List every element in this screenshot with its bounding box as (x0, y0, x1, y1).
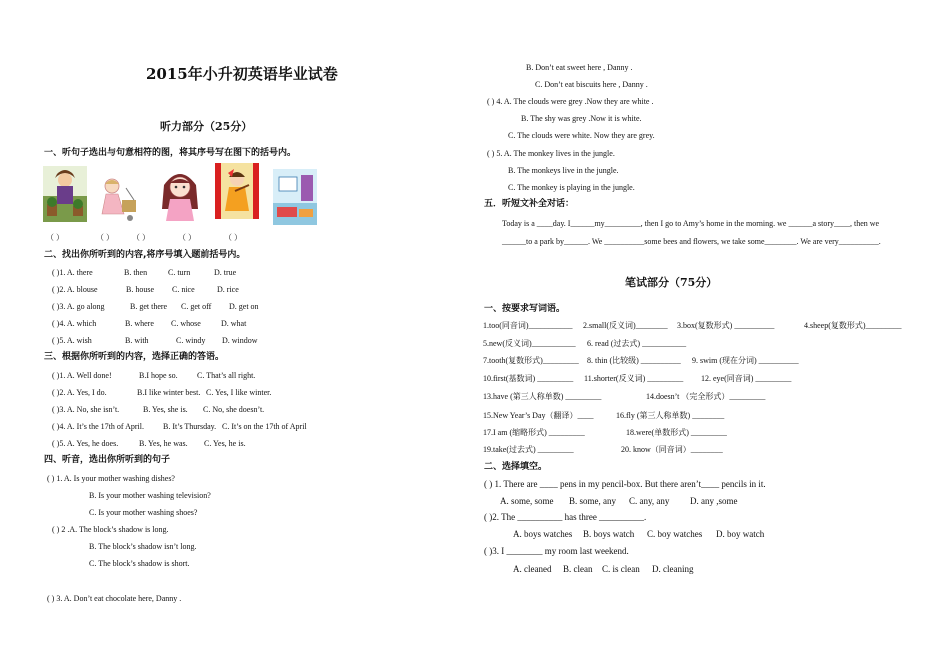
w1-item-11: 11.shorter(反义词) _________ (584, 374, 684, 383)
w1-item-17: 17.I am (缩略形式) _________ (483, 428, 585, 437)
p5-passage-line1: Today is a ____day. I______my_________, then I go to Amy’s home in the morning. we ______a story____, then we (502, 219, 880, 228)
w1-item-4: 4.sheep(复数形式)_________ (804, 321, 902, 330)
p2-q4-d: D. what (221, 319, 247, 328)
w1-item-9: 9. swim (现在分词) __________ (692, 356, 799, 365)
listening-part5-heading: 五．听短文补全对话： (484, 199, 575, 209)
w2-q2-opt-a: A. boys watches (513, 529, 573, 539)
w1-item-12: 12. eye(同音词) _________ (701, 374, 792, 383)
w1-item-10: 10.first(基数词) _________ (483, 374, 574, 383)
p4-q1-c: C. Is your mother washing shoes? (89, 508, 198, 517)
w1-item-7: 7.tooth(复数形式)_________ (483, 356, 579, 365)
w1-item-15: 15.New Year’s Day（翻译）____ (483, 411, 594, 420)
p2-q4-b: B. where (125, 319, 154, 328)
p4-q3-a: ( ) 3. A. Don’t eat chocolate here, Danny . (47, 594, 182, 603)
p2-q2-b: B. house (126, 285, 154, 294)
p2-q3-d: D. get on (229, 302, 259, 311)
w2-q2: ( )2. The __________ has three __________. (484, 512, 647, 522)
p3-q2-b: B.I like winter best. (137, 388, 201, 397)
picture-answer-4[interactable]: （ ） (178, 233, 196, 242)
p3-q2-c: C. Yes, I like winter. (206, 388, 272, 397)
w1-item-2: 2.small(反义词)________ (583, 321, 668, 330)
w2-q2-opt-d: D. boy watch (716, 529, 765, 539)
w1-item-20: 20. know（同音词）________ (621, 445, 723, 454)
p3-q5-c: C. Yes, he is. (204, 439, 246, 448)
w1-item-1: 1.too(同音词)___________ (483, 321, 573, 330)
picture-5 (273, 169, 317, 225)
p4-q4-b: B. The shy was grey .Now it is white. (521, 114, 642, 123)
p4-q2-a: ( ) 2 .A. The block’s shadow is long. (52, 525, 169, 534)
p3-q3-a: ( )3. A. No, she isn’t. (52, 405, 120, 414)
p2-q5-c: C. windy (176, 336, 206, 345)
picture-4 (215, 163, 259, 219)
p3-q4-b: B. It’s Thursday. (163, 422, 217, 431)
p4-q1-b: B. Is your mother washing television? (89, 491, 211, 500)
p5-passage-line2: ______to a park by______. We __________some bees and flowers, we take some________. We are very__________. (502, 237, 881, 246)
p4-q1-a: ( ) 1. A. Is your mother washing dishes? (47, 474, 175, 483)
p2-q4-a: ( )4. A. which (52, 319, 97, 328)
p3-q3-b: B. Yes, she is. (143, 405, 188, 414)
p3-q5-a: ( )5. A. Yes, he does. (52, 439, 119, 448)
p2-q5-d: D. window (222, 336, 258, 345)
p2-q3-a: ( )3. A. go along (52, 302, 105, 311)
picture-answer-5[interactable]: （ ） (224, 233, 242, 242)
w2-q3-opt-c: C. is clean (602, 564, 640, 574)
w2-q1: ( ) 1. There are ____ pens in my pencil-box. But there aren’t____ pencils in it. (484, 479, 766, 489)
p3-q1-c: C. That’s all right. (197, 371, 256, 380)
p4-q3-c: C. Don’t eat biscuits here , Danny . (535, 80, 648, 89)
p4-q4-a: ( ) 4. A. The clouds were grey .Now they are white . (487, 97, 654, 106)
p2-q3-b: B. get there (130, 302, 168, 311)
w2-q3-opt-d: D. cleaning (652, 564, 694, 574)
w1-item-16: 16.fly (第三人称单数) ________ (616, 411, 725, 420)
p3-q5-b: B. Yes, he was. (139, 439, 188, 448)
p4-q5-c: C. The monkey is playing in the jungle. (508, 183, 635, 192)
p3-q2-a: ( )2. A. Yes, I do. (52, 388, 107, 397)
w2-q1-opt-c: C. any, any (629, 496, 670, 506)
p4-q5-b: B. The monkeys live in the jungle. (508, 166, 619, 175)
picture-2 (96, 170, 140, 226)
listening-part1-heading: 一、听句子选出与句意相符的图，将其序号写在图下的括号内。 (44, 148, 297, 158)
p2-q4-c: C. whose (171, 319, 201, 328)
w1-item-3: 3.box(复数形式) __________ (677, 321, 775, 330)
p3-q4-c: C. It’s on the 17th of April (222, 422, 307, 431)
p3-q4-a: ( )4. A. It’s the 17th of April. (52, 422, 144, 431)
w1-item-14: 14.doesn’t （完全形式）_________ (646, 392, 766, 401)
p3-q1-b: B.I hope so. (139, 371, 178, 380)
writing-section-header: 笔试部分（75分） (625, 276, 718, 289)
w1-item-13: 13.have (第三人称单数) _________ (483, 392, 602, 401)
p2-q5-b: B. with (125, 336, 149, 345)
listening-part4-heading: 四、听音，选出你所听到的句子 (44, 455, 171, 465)
w2-q3-opt-a: A. cleaned (513, 564, 552, 574)
p3-q3-c: C. No, she doesn’t. (203, 405, 265, 414)
writing-part2-heading: 二、选择填空。 (484, 462, 548, 472)
p2-q2-d: D. rice (217, 285, 239, 294)
p2-q1-a: ( )1. A. there (52, 268, 93, 277)
w2-q3-opt-b: B. clean (563, 564, 593, 574)
picture-answer-1[interactable]: （ ） (46, 233, 64, 242)
w2-q1-opt-a: A. some, some (500, 496, 554, 506)
p2-q2-a: ( )2. A. blouse (52, 285, 98, 294)
picture-1 (43, 166, 87, 222)
p4-q5-a: ( ) 5. A. The monkey lives in the jungle. (487, 149, 615, 158)
picture-answer-2[interactable]: （ ） (96, 233, 114, 242)
p4-q3-b: B. Don’t eat sweet here , Danny . (526, 63, 633, 72)
p2-q5-a: ( )5. A. wish (52, 336, 92, 345)
picture-answer-3[interactable]: （ ） (132, 233, 150, 242)
w1-item-6: 6. read (过去式) ___________ (587, 339, 687, 348)
p2-q1-b: B. then (124, 268, 148, 277)
w2-q1-opt-d: D. any ,some (690, 496, 738, 506)
p4-q2-c: C. The block’s shadow is short. (89, 559, 190, 568)
writing-part1-heading: 一、按要求写词语。 (484, 304, 566, 314)
picture-3 (158, 165, 202, 221)
w2-q1-opt-b: B. some, any (569, 496, 616, 506)
w2-q3: ( )3. I ________ my room last weekend. (484, 546, 629, 556)
p2-q1-d: D. true (214, 268, 237, 277)
p2-q1-c: C. turn (168, 268, 191, 277)
w2-q2-opt-c: C. boy watches (647, 529, 703, 539)
w1-item-18: 18.were(单数形式) _________ (626, 428, 727, 437)
p3-q1-a: ( )1. A. Well done! (52, 371, 112, 380)
exam-title: 2015年小升初英语毕业试卷 (146, 65, 338, 83)
listening-part3-heading: 三、根据你所听到的内容，选择正确的答语。 (44, 352, 225, 362)
p4-q4-c: C. The clouds were white. Now they are grey. (508, 131, 655, 140)
listening-part2-heading: 二、找出你所听到的内容,将序号填入题前括号内。 (44, 250, 246, 260)
w1-item-5: 5.new(反义词)___________ (483, 339, 576, 348)
p2-q2-c: C. nice (172, 285, 195, 294)
listening-section-header: 听力部分（25分） (160, 120, 253, 133)
w1-item-8: 8. thin (比较级) __________ (587, 356, 681, 365)
w2-q2-opt-b: B. boys watch (583, 529, 635, 539)
w1-item-19: 19.take(过去式) _________ (483, 445, 574, 454)
p2-q3-c: C. get off (181, 302, 212, 311)
p4-q2-b: B. The block’s shadow isn’t long. (89, 542, 197, 551)
